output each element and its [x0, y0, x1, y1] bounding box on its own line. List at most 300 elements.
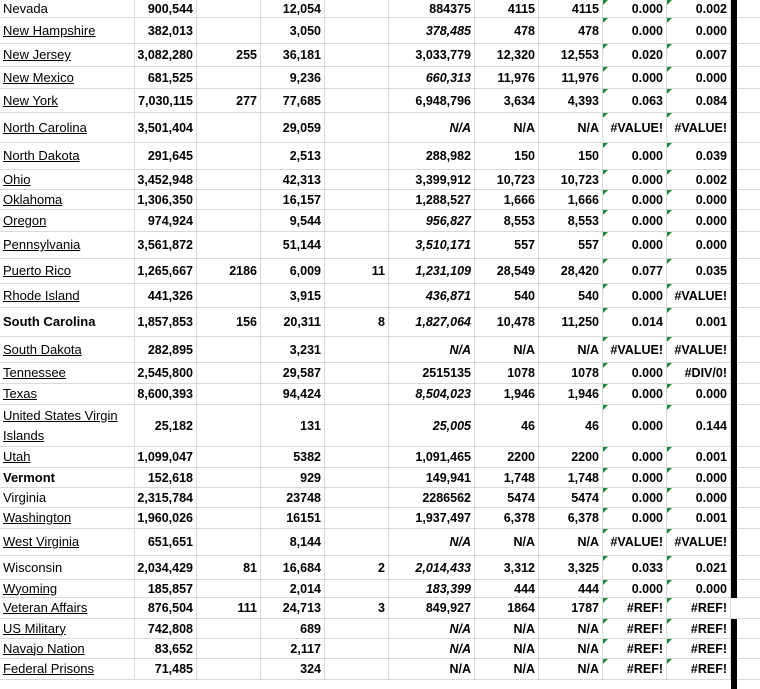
cell-c5[interactable] [389, 529, 475, 556]
cell-c1[interactable] [135, 113, 197, 143]
cell-c6[interactable] [475, 143, 539, 170]
cell-c2[interactable] [197, 619, 261, 639]
cell-c1[interactable] [135, 639, 197, 659]
cell-c4[interactable] [325, 89, 389, 113]
cell-c6[interactable] [475, 170, 539, 190]
cell-c5[interactable] [389, 384, 475, 405]
cell-c5[interactable] [389, 468, 475, 488]
cell-c8[interactable] [603, 284, 667, 308]
cell-c6[interactable] [475, 337, 539, 363]
cell-c8[interactable] [603, 232, 667, 259]
cell-c4[interactable] [325, 363, 389, 384]
cell-c7[interactable] [539, 308, 603, 337]
cell-c9[interactable] [667, 190, 731, 210]
cell-name[interactable] [0, 337, 135, 363]
cell-c7[interactable] [539, 113, 603, 143]
cell-c1[interactable] [135, 0, 197, 18]
cell-c1[interactable] [135, 405, 197, 447]
cell-value: 0.020 [631, 48, 663, 62]
cell-c6[interactable] [475, 619, 539, 639]
cell-c3[interactable] [261, 363, 325, 384]
cell-c9[interactable] [667, 143, 731, 170]
cell-c9[interactable] [667, 259, 731, 284]
cell-c7[interactable] [539, 363, 603, 384]
cell-c1[interactable] [135, 143, 197, 170]
cell-name[interactable] [0, 67, 135, 89]
cell-c3[interactable] [261, 659, 325, 680]
cell-c4[interactable] [325, 598, 389, 619]
cell-c1[interactable] [135, 232, 197, 259]
cell-c5[interactable] [389, 308, 475, 337]
cell-c7[interactable] [539, 405, 603, 447]
row-label: Ohio [3, 171, 31, 187]
cell-c9[interactable] [667, 659, 731, 680]
cell-c8[interactable] [603, 659, 667, 680]
cell-c8[interactable] [603, 598, 667, 619]
cell-c4[interactable] [325, 639, 389, 659]
cell-c6[interactable] [475, 363, 539, 384]
cell-c2[interactable] [197, 405, 261, 447]
cell-c3[interactable] [261, 488, 325, 508]
cell-c2[interactable] [197, 143, 261, 170]
cell-c5[interactable] [389, 259, 475, 284]
cell-c4[interactable] [325, 259, 389, 284]
cell-c2[interactable] [197, 529, 261, 556]
cell-c2[interactable] [197, 468, 261, 488]
cell-c1[interactable] [135, 384, 197, 405]
cell-c7[interactable] [539, 639, 603, 659]
cell-name[interactable] [0, 210, 135, 232]
cell-c7[interactable] [539, 659, 603, 680]
cell-c6[interactable] [475, 556, 539, 580]
cell-c9[interactable] [667, 210, 731, 232]
cell-c1[interactable] [135, 598, 197, 619]
cell-c8[interactable] [603, 363, 667, 384]
cell-c1[interactable] [135, 488, 197, 508]
cell-c5[interactable] [389, 598, 475, 619]
cell-c8[interactable] [603, 67, 667, 89]
cell-c4[interactable] [325, 170, 389, 190]
cell-c9[interactable] [667, 447, 731, 468]
row-label: Wisconsin [3, 559, 63, 575]
cell-c6[interactable] [475, 468, 539, 488]
cell-c8[interactable] [603, 580, 667, 598]
cell-c9[interactable] [667, 556, 731, 580]
cell-name[interactable] [0, 113, 135, 143]
cell-c9[interactable] [667, 405, 731, 447]
cell-name[interactable] [0, 143, 135, 170]
cell-c6[interactable] [475, 259, 539, 284]
cell-c8[interactable] [603, 113, 667, 143]
cell-name[interactable] [0, 598, 135, 619]
cell-c7[interactable] [539, 384, 603, 405]
cell-name[interactable] [0, 190, 135, 210]
cell-c2[interactable] [197, 67, 261, 89]
cell-name[interactable] [0, 384, 135, 405]
cell-c5[interactable] [389, 210, 475, 232]
cell-c6[interactable] [475, 89, 539, 113]
cell-c6[interactable] [475, 44, 539, 67]
cell-name[interactable] [0, 659, 135, 680]
cell-c4[interactable] [325, 232, 389, 259]
cell-c1[interactable] [135, 44, 197, 67]
cell-c2[interactable] [197, 259, 261, 284]
cell-c1[interactable] [135, 170, 197, 190]
cell-c5[interactable] [389, 18, 475, 44]
cell-c9[interactable] [667, 619, 731, 639]
cell-c6[interactable] [475, 598, 539, 619]
cell-c7[interactable] [539, 190, 603, 210]
cell-value: N/A [449, 621, 471, 636]
cell-c2[interactable] [197, 308, 261, 337]
cell-c1[interactable] [135, 284, 197, 308]
cell-c1[interactable] [135, 447, 197, 468]
cell-c5[interactable] [389, 89, 475, 113]
cell-c5[interactable] [389, 44, 475, 67]
cell-name[interactable] [0, 468, 135, 488]
cell-c7[interactable] [539, 468, 603, 488]
cell-c8[interactable] [603, 405, 667, 447]
cell-c4[interactable] [325, 143, 389, 170]
cell-c9[interactable] [667, 384, 731, 405]
cell-c8[interactable] [603, 143, 667, 170]
cell-c4[interactable] [325, 67, 389, 89]
cell-c6[interactable] [475, 488, 539, 508]
cell-c6[interactable] [475, 639, 539, 659]
cell-c8[interactable] [603, 384, 667, 405]
cell-c3[interactable] [261, 447, 325, 468]
cell-c1[interactable] [135, 508, 197, 529]
cell-c9[interactable] [667, 488, 731, 508]
cell-name[interactable] [0, 488, 135, 508]
cell-c5[interactable] [389, 556, 475, 580]
cell-c9[interactable] [667, 598, 731, 619]
cell-c9[interactable] [667, 580, 731, 598]
cell-c1[interactable] [135, 210, 197, 232]
cell-c4[interactable] [325, 619, 389, 639]
cell-name[interactable] [0, 447, 135, 468]
cell-c8[interactable] [603, 89, 667, 113]
cell-c1[interactable] [135, 556, 197, 580]
cell-c9[interactable] [667, 337, 731, 363]
cell-c7[interactable] [539, 619, 603, 639]
cell-c1[interactable] [135, 363, 197, 384]
cell-c2[interactable] [197, 210, 261, 232]
cell-c6[interactable] [475, 190, 539, 210]
cell-c3[interactable] [261, 508, 325, 529]
cell-c6[interactable] [475, 659, 539, 680]
cell-c4[interactable] [325, 284, 389, 308]
cell-name[interactable] [0, 619, 135, 639]
cell-c9[interactable] [667, 44, 731, 67]
cell-c6[interactable] [475, 580, 539, 598]
cell-c7[interactable] [539, 337, 603, 363]
cell-c5[interactable] [389, 363, 475, 384]
cell-c9[interactable] [667, 170, 731, 190]
cell-name[interactable] [0, 308, 135, 337]
cell-c1[interactable] [135, 67, 197, 89]
cell-c4[interactable] [325, 659, 389, 680]
cell-c3[interactable] [261, 113, 325, 143]
cell-c1[interactable] [135, 529, 197, 556]
cell-name[interactable] [0, 363, 135, 384]
cell-name[interactable] [0, 405, 135, 447]
cell-name[interactable] [0, 0, 135, 18]
cell-c3[interactable] [261, 284, 325, 308]
cell-c4[interactable] [325, 190, 389, 210]
cell-c9[interactable] [667, 468, 731, 488]
cell-c3[interactable] [261, 468, 325, 488]
cell-c8[interactable] [603, 508, 667, 529]
cell-c6[interactable] [475, 210, 539, 232]
cell-c2[interactable] [197, 18, 261, 44]
cell-c9[interactable] [667, 529, 731, 556]
cell-name[interactable] [0, 89, 135, 113]
cell-value: 1,306,350 [137, 192, 193, 207]
cell-c2[interactable] [197, 89, 261, 113]
cell-c2[interactable] [197, 0, 261, 18]
cell-c4[interactable] [325, 488, 389, 508]
cell-c3[interactable] [261, 89, 325, 113]
cell-c6[interactable] [475, 284, 539, 308]
cell-c7[interactable] [539, 447, 603, 468]
cell-c5[interactable] [389, 232, 475, 259]
cell-c3[interactable] [261, 598, 325, 619]
cell-c6[interactable] [475, 113, 539, 143]
cell-c9[interactable] [667, 639, 731, 659]
cell-c7[interactable] [539, 232, 603, 259]
cell-c3[interactable] [261, 337, 325, 363]
cell-c7[interactable] [539, 488, 603, 508]
cell-c4[interactable] [325, 210, 389, 232]
cell-c3[interactable] [261, 619, 325, 639]
cell-c2[interactable] [197, 488, 261, 508]
cell-c9[interactable] [667, 363, 731, 384]
cell-c2[interactable] [197, 659, 261, 680]
cell-c6[interactable] [475, 0, 539, 18]
cell-c7[interactable] [539, 170, 603, 190]
cell-c1[interactable] [135, 619, 197, 639]
cell-c2[interactable] [197, 447, 261, 468]
cell-c4[interactable] [325, 447, 389, 468]
cell-c1[interactable] [135, 190, 197, 210]
cell-c6[interactable] [475, 308, 539, 337]
cell-c5[interactable] [389, 639, 475, 659]
cell-c1[interactable] [135, 259, 197, 284]
cell-c2[interactable] [197, 337, 261, 363]
cell-c4[interactable] [325, 0, 389, 18]
cell-name[interactable] [0, 18, 135, 44]
cell-c6[interactable] [475, 232, 539, 259]
cell-c3[interactable] [261, 405, 325, 447]
cell-c2[interactable] [197, 232, 261, 259]
cell-name[interactable] [0, 170, 135, 190]
cell-c4[interactable] [325, 308, 389, 337]
cell-c9[interactable] [667, 67, 731, 89]
cell-c4[interactable] [325, 113, 389, 143]
cell-c3[interactable] [261, 556, 325, 580]
cell-c1[interactable] [135, 659, 197, 680]
cell-c3[interactable] [261, 210, 325, 232]
cell-c9[interactable] [667, 89, 731, 113]
cell-c3[interactable] [261, 44, 325, 67]
cell-c5[interactable] [389, 143, 475, 170]
table-row [0, 113, 760, 143]
cell-c9[interactable] [667, 508, 731, 529]
cell-c8[interactable] [603, 210, 667, 232]
cell-c2[interactable] [197, 508, 261, 529]
cell-c2[interactable] [197, 639, 261, 659]
cell-c7[interactable] [539, 18, 603, 44]
cell-c5[interactable] [389, 284, 475, 308]
cell-c7[interactable] [539, 259, 603, 284]
cell-c8[interactable] [603, 44, 667, 67]
cell-c3[interactable] [261, 170, 325, 190]
cell-name[interactable] [0, 529, 135, 556]
cell-c2[interactable] [197, 384, 261, 405]
cell-c7[interactable] [539, 44, 603, 67]
cell-c4[interactable] [325, 556, 389, 580]
cell-c1[interactable] [135, 337, 197, 363]
cell-c2[interactable] [197, 580, 261, 598]
cell-value: 2,315,784 [137, 490, 193, 505]
cell-c2[interactable] [197, 170, 261, 190]
cell-c3[interactable] [261, 18, 325, 44]
cell-c9[interactable] [667, 113, 731, 143]
cell-name[interactable] [0, 580, 135, 598]
cell-c1[interactable] [135, 580, 197, 598]
cell-c1[interactable] [135, 18, 197, 44]
cell-c5[interactable] [389, 170, 475, 190]
cell-name[interactable] [0, 232, 135, 259]
cell-c7[interactable] [539, 580, 603, 598]
cell-c5[interactable] [389, 67, 475, 89]
cell-c1[interactable] [135, 308, 197, 337]
cell-name[interactable] [0, 556, 135, 580]
cell-c9[interactable] [667, 232, 731, 259]
cell-c5[interactable] [389, 337, 475, 363]
cell-c7[interactable] [539, 529, 603, 556]
cell-c6[interactable] [475, 508, 539, 529]
cell-c4[interactable] [325, 18, 389, 44]
cell-c4[interactable] [325, 405, 389, 447]
cell-c7[interactable] [539, 67, 603, 89]
cell-c8[interactable] [603, 18, 667, 44]
cell-c5[interactable] [389, 405, 475, 447]
cell-c2[interactable] [197, 44, 261, 67]
cell-c2[interactable] [197, 113, 261, 143]
cell-c8[interactable] [603, 529, 667, 556]
cell-c3[interactable] [261, 67, 325, 89]
cell-c9[interactable] [667, 18, 731, 44]
cell-c2[interactable] [197, 556, 261, 580]
cell-c7[interactable] [539, 0, 603, 18]
cell-c8[interactable] [603, 0, 667, 18]
cell-c8[interactable] [603, 447, 667, 468]
cell-c4[interactable] [325, 580, 389, 598]
cell-c6[interactable] [475, 67, 539, 89]
cell-c3[interactable] [261, 384, 325, 405]
cell-name[interactable] [0, 639, 135, 659]
cell-c8[interactable] [603, 556, 667, 580]
cell-name[interactable] [0, 44, 135, 67]
cell-c8[interactable] [603, 619, 667, 639]
cell-c5[interactable] [389, 659, 475, 680]
cell-c7[interactable] [539, 556, 603, 580]
cell-c7[interactable] [539, 508, 603, 529]
cell-c8[interactable] [603, 170, 667, 190]
cell-c3[interactable] [261, 308, 325, 337]
cell-c5[interactable] [389, 580, 475, 598]
cell-c8[interactable] [603, 468, 667, 488]
cell-c8[interactable] [603, 308, 667, 337]
cell-c6[interactable] [475, 18, 539, 44]
cell-name[interactable] [0, 508, 135, 529]
cell-c3[interactable] [261, 529, 325, 556]
cell-c8[interactable] [603, 190, 667, 210]
cell-c6[interactable] [475, 447, 539, 468]
cell-c3[interactable] [261, 232, 325, 259]
cell-c5[interactable] [389, 190, 475, 210]
cell-c5[interactable] [389, 508, 475, 529]
cell-c5[interactable] [389, 113, 475, 143]
cell-c7[interactable] [539, 89, 603, 113]
cell-c5[interactable] [389, 447, 475, 468]
cell-c3[interactable] [261, 259, 325, 284]
cell-c3[interactable] [261, 0, 325, 18]
cell-c8[interactable] [603, 488, 667, 508]
cell-c4[interactable] [325, 508, 389, 529]
cell-c7[interactable] [539, 598, 603, 619]
cell-c1[interactable] [135, 468, 197, 488]
cell-c3[interactable] [261, 190, 325, 210]
cell-c3[interactable] [261, 639, 325, 659]
cell-c1[interactable] [135, 89, 197, 113]
cell-c8[interactable] [603, 639, 667, 659]
cell-c7[interactable] [539, 143, 603, 170]
cell-c9[interactable] [667, 284, 731, 308]
cell-name[interactable] [0, 259, 135, 284]
cell-c7[interactable] [539, 210, 603, 232]
cell-c8[interactable] [603, 337, 667, 363]
cell-name[interactable] [0, 284, 135, 308]
cell-c2[interactable] [197, 190, 261, 210]
cell-c9[interactable] [667, 308, 731, 337]
cell-c9[interactable] [667, 0, 731, 18]
cell-c3[interactable] [261, 580, 325, 598]
cell-c2[interactable] [197, 284, 261, 308]
cell-c6[interactable] [475, 529, 539, 556]
row-label: New York [3, 92, 58, 108]
cell-c5[interactable] [389, 488, 475, 508]
cell-c4[interactable] [325, 44, 389, 67]
cell-c4[interactable] [325, 384, 389, 405]
cell-c2[interactable] [197, 598, 261, 619]
cell-c7[interactable] [539, 284, 603, 308]
cell-c3[interactable] [261, 143, 325, 170]
cell-empty[interactable] [731, 598, 760, 619]
cell-c8[interactable] [603, 259, 667, 284]
cell-c2[interactable] [197, 363, 261, 384]
cell-value: N/A [513, 641, 535, 656]
cell-c6[interactable] [475, 405, 539, 447]
cell-c4[interactable] [325, 468, 389, 488]
cell-c4[interactable] [325, 529, 389, 556]
cell-c6[interactable] [475, 384, 539, 405]
cell-c4[interactable] [325, 337, 389, 363]
cell-c5[interactable] [389, 619, 475, 639]
cell-c5[interactable] [389, 0, 475, 18]
